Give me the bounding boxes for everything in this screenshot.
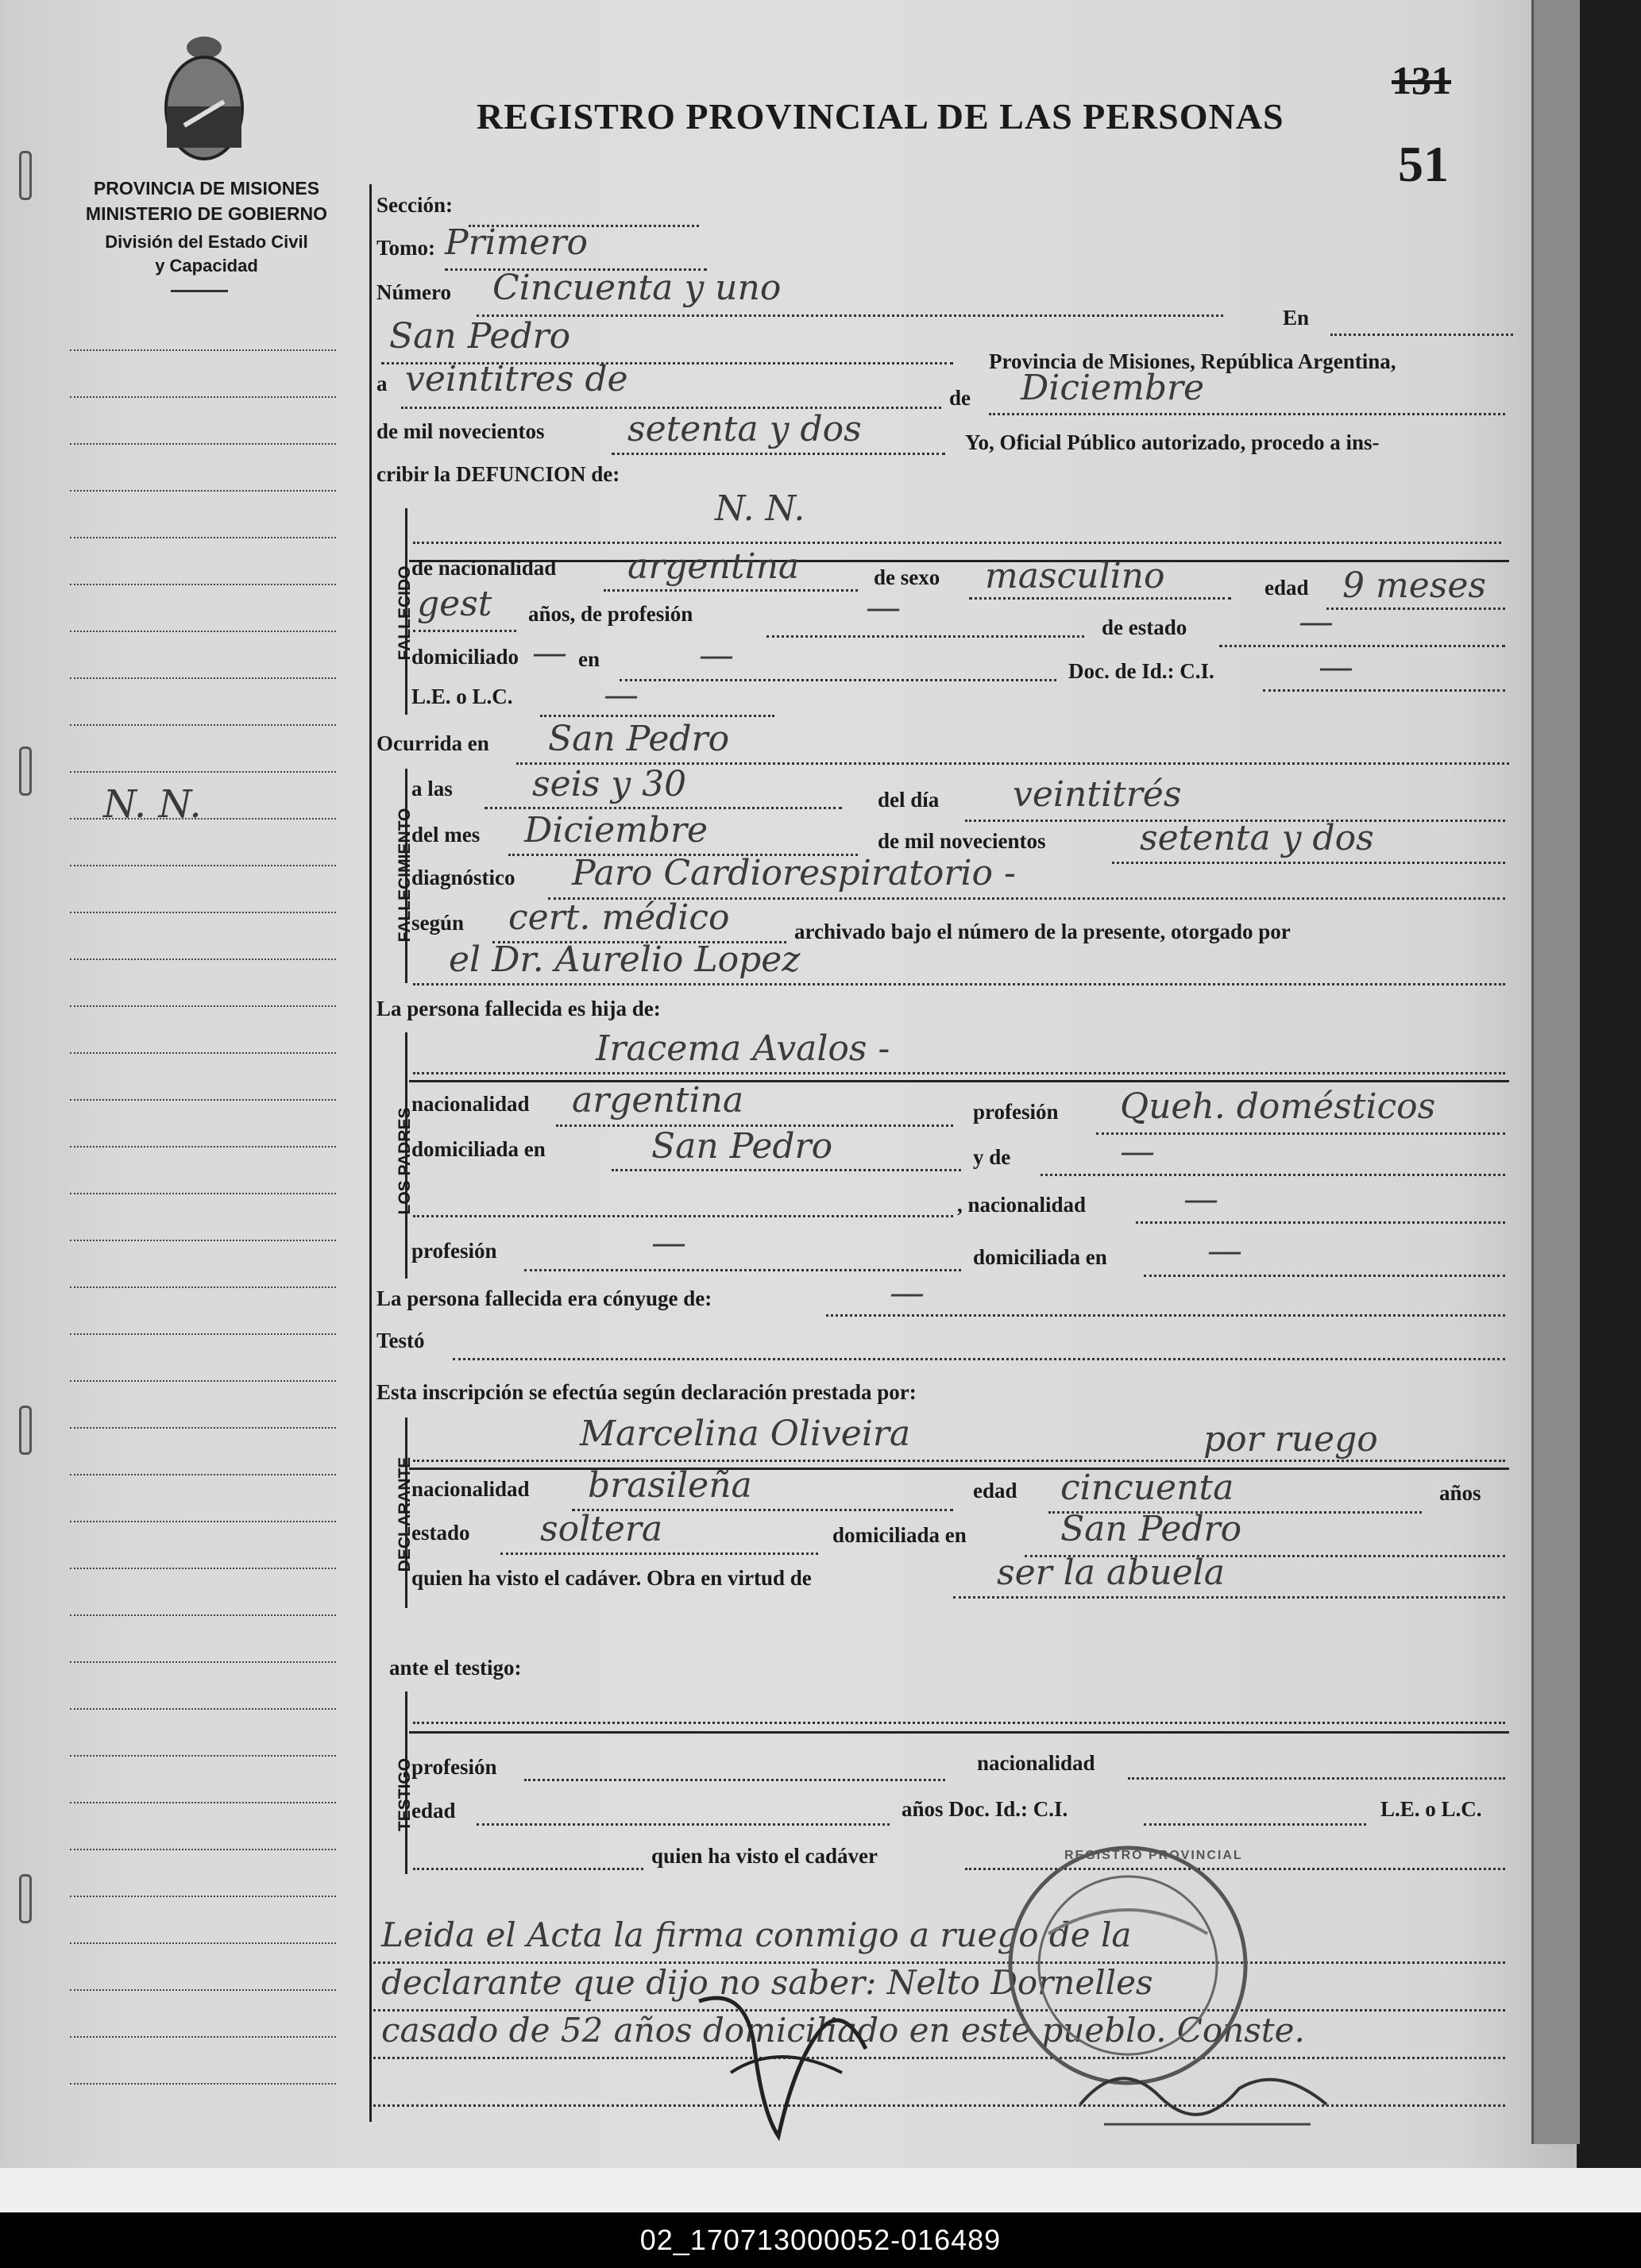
label-en-domicilio: en bbox=[578, 647, 600, 671]
margin-line bbox=[70, 1989, 336, 1991]
value-decl-dom: San Pedro bbox=[1060, 1509, 1242, 1549]
section-divider bbox=[409, 1731, 1509, 1734]
binder-edge bbox=[1531, 0, 1580, 2144]
value-gest: gest bbox=[417, 584, 492, 624]
value-segun: cert. médico bbox=[508, 897, 730, 938]
label-testigo-le-lc: L.E. o L.C. bbox=[1380, 1797, 1482, 1821]
field-line bbox=[1144, 1275, 1505, 1277]
label-domiciliado: domiciliado bbox=[411, 645, 519, 669]
margin-line bbox=[70, 1427, 336, 1429]
margin-line bbox=[70, 1099, 336, 1101]
margin-line bbox=[70, 1849, 336, 1850]
margin-line bbox=[70, 677, 336, 679]
margin-line bbox=[70, 1333, 336, 1335]
value-diagnostico: Paro Cardiorespiratorio - bbox=[572, 853, 1016, 893]
field-line bbox=[604, 589, 858, 592]
margin-line bbox=[70, 1568, 336, 1569]
section-divider bbox=[409, 1468, 1509, 1470]
label-de: de bbox=[949, 386, 971, 410]
binding-hole bbox=[19, 1406, 32, 1455]
file-id-caption bbox=[0, 2212, 1641, 2268]
label-domiciliada-decl: domiciliada en bbox=[832, 1523, 967, 1547]
field-line bbox=[453, 1358, 1505, 1360]
label-domiciliada-padre: domiciliada en bbox=[973, 1245, 1107, 1269]
value-numero: Cincuenta y uno bbox=[492, 268, 782, 308]
label-de-mil: de mil novecientos bbox=[376, 419, 545, 443]
label-edad-decl: edad bbox=[973, 1479, 1017, 1502]
margin-line bbox=[70, 1193, 336, 1194]
declarant-signature-icon bbox=[683, 1954, 890, 2160]
margin-line bbox=[70, 490, 336, 492]
margin-note: N. N. bbox=[103, 782, 202, 827]
label-testigo-profesion: profesión bbox=[411, 1755, 497, 1779]
field-line bbox=[1096, 1132, 1505, 1135]
field-line bbox=[413, 1215, 953, 1217]
field-line bbox=[413, 1722, 1505, 1724]
label-le-lc: L.E. o L.C. bbox=[411, 685, 513, 708]
value-profesion: — bbox=[866, 588, 901, 628]
label-domiciliada-madre: domiciliada en bbox=[411, 1137, 546, 1161]
margin-line bbox=[70, 1474, 336, 1475]
margin-line bbox=[70, 396, 336, 398]
value-decl-edad: cincuenta bbox=[1060, 1468, 1234, 1508]
label-conyuge: La persona fallecida era cónyuge de: bbox=[376, 1286, 712, 1310]
field-line bbox=[1263, 689, 1505, 692]
label-numero: Número bbox=[376, 280, 451, 304]
section-divider bbox=[409, 560, 1509, 562]
label-estado-decl: estado bbox=[411, 1521, 470, 1545]
margin-line bbox=[70, 2036, 336, 2038]
margin-line bbox=[70, 2083, 336, 2085]
label-testo: Testó bbox=[376, 1329, 425, 1352]
label-seccion: Sección: bbox=[376, 193, 453, 217]
label-tomo: Tomo: bbox=[376, 236, 436, 260]
field-line bbox=[413, 1072, 1505, 1074]
division-name-2: y Capacidad bbox=[155, 256, 258, 276]
label-del-dia: del día bbox=[878, 788, 940, 812]
ministry-name: MINISTERIO DE GOBIERNO bbox=[85, 203, 328, 224]
value-estado: — bbox=[1299, 602, 1334, 642]
value-decl-estado: soltera bbox=[540, 1509, 663, 1549]
margin-line bbox=[70, 1896, 336, 1897]
label-provincia: Provincia de Misiones, República Argentina, bbox=[989, 349, 1396, 373]
value-le-lc: — bbox=[604, 675, 639, 716]
value-sexo: masculino bbox=[985, 556, 1165, 596]
field-line bbox=[524, 1269, 961, 1271]
margin-line bbox=[70, 1942, 336, 1944]
field-line bbox=[969, 597, 1231, 600]
value-nacionalidad: argentina bbox=[627, 546, 800, 587]
binding-hole bbox=[19, 746, 32, 796]
label-anos-profesion: años, de profesión bbox=[528, 602, 693, 626]
margin-line bbox=[70, 1614, 336, 1616]
margin-line bbox=[70, 771, 336, 773]
margin-line bbox=[70, 443, 336, 445]
field-line bbox=[477, 314, 1223, 317]
note-line-2: declarante que dijo no saber: Nelto Dornelles bbox=[381, 1963, 1153, 2002]
margin-line bbox=[70, 1286, 336, 1288]
value-anio: setenta y dos bbox=[627, 409, 862, 449]
label-diagnostico: diagnóstico bbox=[411, 866, 515, 889]
section-testigo: TESTIGO bbox=[396, 1757, 414, 1832]
field-line bbox=[1330, 334, 1513, 336]
margin-line bbox=[70, 1380, 336, 1382]
value-declarante: Marcelina Oliveira bbox=[580, 1414, 911, 1454]
field-line bbox=[766, 635, 1084, 638]
label-profesion-padre: profesión bbox=[411, 1239, 497, 1263]
value-tomo: Primero bbox=[445, 222, 588, 263]
value-lugar: San Pedro bbox=[389, 316, 571, 357]
value-madre: Iracema Avalos - bbox=[596, 1028, 890, 1069]
divider bbox=[171, 290, 228, 292]
value-doc-id: — bbox=[1319, 647, 1353, 688]
binding-hole bbox=[19, 151, 32, 200]
label-nacionalidad-madre: nacionalidad bbox=[411, 1092, 530, 1116]
value-decl-virtud: ser la abuela bbox=[997, 1552, 1226, 1593]
value-mes-fall: Diciembre bbox=[524, 810, 709, 850]
label-quien-visto: quien ha visto el cadáver. Obra en virtud de bbox=[411, 1566, 812, 1590]
value-dia-fall: veintitrés bbox=[1013, 774, 1182, 815]
label-profesion-madre: profesión bbox=[973, 1100, 1059, 1124]
value-declarante-por: por ruego bbox=[1203, 1419, 1378, 1460]
label-inscripcion: Esta inscripción se efectúa según declaración prestada por: bbox=[376, 1380, 917, 1404]
value-edad: 9 meses bbox=[1342, 565, 1486, 606]
label-y-de: y de bbox=[973, 1145, 1011, 1169]
label-a: a bbox=[376, 372, 388, 395]
value-decl-nac: brasileña bbox=[588, 1465, 752, 1506]
margin-line bbox=[70, 1755, 336, 1757]
field-line bbox=[500, 1552, 818, 1555]
value-padre-nac: — bbox=[1183, 1179, 1218, 1220]
page-title: REGISTRO PROVINCIAL DE LAS PERSONAS bbox=[477, 96, 1284, 137]
section-declarante: DECLARANTE bbox=[396, 1456, 414, 1572]
binding-hole bbox=[19, 1874, 32, 1923]
official-signature-icon bbox=[1072, 2049, 1342, 2136]
value-domicilio: — bbox=[532, 633, 567, 673]
field-line bbox=[1112, 862, 1505, 864]
field-line bbox=[953, 1596, 1505, 1599]
old-page-number: 131 bbox=[1392, 58, 1451, 102]
label-nacionalidad-padre: , nacionalidad bbox=[957, 1193, 1087, 1217]
label-de-sexo: de sexo bbox=[874, 565, 940, 589]
label-en: En bbox=[1283, 306, 1310, 330]
value-madre-nac: argentina bbox=[572, 1080, 744, 1120]
field-line bbox=[524, 1779, 945, 1781]
value-padre-dom: — bbox=[1207, 1231, 1242, 1271]
label-yo-oficial: Yo, Oficial Público autorizado, procedo a ins- bbox=[965, 430, 1380, 454]
label-de-mil-nov: de mil novecientos bbox=[878, 829, 1046, 853]
margin-line bbox=[70, 1708, 336, 1710]
margin-line bbox=[70, 1521, 336, 1522]
field-line bbox=[826, 1314, 1505, 1317]
margin-line bbox=[70, 1005, 336, 1007]
field-line bbox=[413, 983, 1505, 986]
value-conyuge: — bbox=[890, 1273, 925, 1313]
value-medico: el Dr. Aurelio Lopez bbox=[449, 939, 801, 980]
margin-line bbox=[70, 865, 336, 866]
field-line bbox=[1136, 1221, 1505, 1224]
value-domicilio-en: — bbox=[699, 635, 734, 676]
file-id-text: 02_170713000052-016489 bbox=[639, 2224, 1002, 2256]
section-fallecido: FALLECIDO bbox=[396, 565, 414, 661]
field-line bbox=[1128, 1777, 1505, 1780]
stamp-text: REGISTRO PROVINCIAL bbox=[1064, 1849, 1243, 1862]
note-line-1: Leida el Acta la firma conmigo a ruego de la bbox=[381, 1915, 1132, 1954]
field-line bbox=[1219, 645, 1505, 647]
label-testigo-anos-doc: años Doc. Id.: C.I. bbox=[902, 1797, 1068, 1821]
province-name: PROVINCIA DE MISIONES bbox=[93, 178, 320, 199]
label-nacionalidad-decl: nacionalidad bbox=[411, 1477, 530, 1501]
value-anio-fall: setenta y dos bbox=[1140, 818, 1374, 858]
value-padre: — bbox=[1120, 1132, 1155, 1172]
label-de-nacionalidad: de nacionalidad bbox=[411, 556, 557, 580]
field-line bbox=[1041, 1174, 1505, 1176]
margin-line bbox=[70, 1240, 336, 1241]
page-number: 51 bbox=[1398, 136, 1449, 192]
label-a-las: a las bbox=[411, 777, 453, 800]
margin-line bbox=[70, 1802, 336, 1803]
field-line bbox=[620, 679, 1056, 681]
section-los-padres: LOS PADRES bbox=[396, 1107, 414, 1215]
value-dia: veintitres de bbox=[405, 359, 628, 399]
label-hija-de: La persona fallecida es hija de: bbox=[376, 997, 661, 1020]
value-mes: Diciembre bbox=[1021, 368, 1205, 408]
field-line bbox=[612, 453, 945, 455]
margin-line bbox=[70, 724, 336, 726]
label-archivado: archivado bajo el número de la presente, otorgado por bbox=[794, 920, 1291, 943]
margin-line bbox=[70, 537, 336, 538]
margin-line bbox=[70, 631, 336, 632]
field-line bbox=[612, 1169, 961, 1171]
value-padre-prof: — bbox=[651, 1223, 686, 1263]
margin-line bbox=[70, 912, 336, 913]
label-testigo-nacionalidad: nacionalidad bbox=[977, 1751, 1095, 1775]
field-line bbox=[413, 630, 516, 632]
label-segun: según bbox=[411, 911, 465, 935]
label-ocurrida: Ocurrida en bbox=[376, 731, 489, 755]
margin-line bbox=[70, 1661, 336, 1663]
value-ocurrida: San Pedro bbox=[548, 719, 730, 759]
label-doc-id: Doc. de Id.: C.I. bbox=[1068, 659, 1214, 683]
value-madre-prof: Queh. domésticos bbox=[1120, 1086, 1436, 1127]
margin-rule bbox=[369, 184, 372, 2122]
margin-line bbox=[70, 349, 336, 351]
value-madre-dom: San Pedro bbox=[651, 1126, 833, 1167]
label-de-estado: de estado bbox=[1102, 615, 1187, 639]
field-line bbox=[1326, 608, 1505, 610]
field-line bbox=[413, 1868, 643, 1870]
field-line bbox=[413, 542, 1501, 544]
label-edad: edad bbox=[1265, 576, 1309, 600]
value-nombre: N. N. bbox=[715, 488, 805, 529]
margin-line bbox=[70, 584, 336, 585]
field-line bbox=[1144, 1823, 1366, 1826]
label-cribir: cribir la DEFUNCION de: bbox=[376, 462, 620, 486]
field-line bbox=[989, 413, 1505, 415]
margin-line bbox=[70, 1146, 336, 1148]
field-line bbox=[413, 1460, 1505, 1462]
margin-line bbox=[70, 958, 336, 960]
section-fallecimiento: FALLECIMIENTO bbox=[396, 808, 414, 943]
field-line bbox=[485, 807, 842, 809]
label-del-mes: del mes bbox=[411, 823, 481, 847]
margin-line bbox=[70, 1052, 336, 1054]
label-ante-testigo: ante el testigo: bbox=[389, 1656, 522, 1680]
note-line-3: casado de 52 años domiciliado en este pueblo. Conste. bbox=[381, 2011, 1305, 2050]
label-testigo-quien: quien ha visto el cadáver bbox=[651, 1844, 878, 1868]
label-testigo-edad: edad bbox=[411, 1799, 456, 1822]
label-anos-decl: años bbox=[1439, 1481, 1481, 1505]
field-line bbox=[477, 1823, 890, 1826]
value-hora: seis y 30 bbox=[532, 764, 687, 804]
coat-of-arms-icon bbox=[153, 38, 256, 165]
field-line bbox=[540, 715, 774, 717]
division-name: División del Estado Civil bbox=[105, 232, 308, 252]
